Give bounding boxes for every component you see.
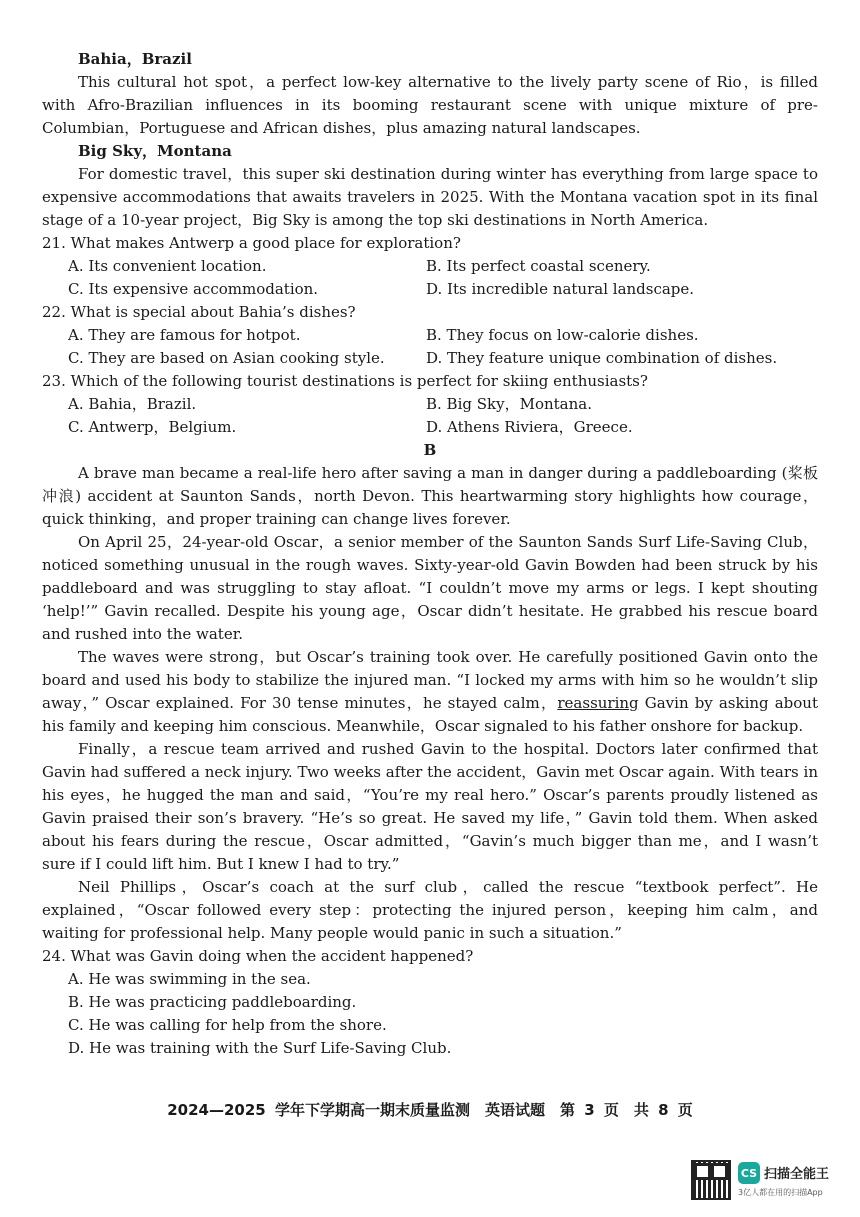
- option-24-c: C. He was calling for help from the shore.: [68, 1016, 387, 1034]
- scanner-app-name: 扫描全能王: [764, 1167, 830, 1182]
- question-21-stem: 21. What makes Antwerp a good place for exploration?: [42, 234, 461, 252]
- scanner-watermark: [691, 1160, 830, 1202]
- option-24-b: B. He was practicing paddleboarding.: [68, 993, 357, 1011]
- page-footer: 2024—2025 学年下学期高一期末质量监测 英语试题 第 3 页 共 8 页: [167, 1101, 693, 1119]
- bigsky-text: For domestic travel，this super ski destination during winter has everything from large space to expensive accommodations that awaits travelers in 2025. With the Montana vacation spot in its final stage of a 10-year project，Big Sky is among the top ski destinations in North America.: [42, 165, 818, 229]
- option-23-b: B. Big Sky，Montana.: [426, 395, 592, 413]
- section-b-label: B: [423, 441, 437, 459]
- option-22-b: B. They focus on low-calorie dishes.: [426, 326, 699, 344]
- paragraph-3-end: Gavin by asking about his family and keeping him conscious. Meanwhile，Oscar signaled to his father onshore for backup.: [42, 694, 818, 735]
- question-22-stem: 22. What is special about Bahia’s dishes?: [42, 303, 356, 321]
- passage-b-paragraph-4: Finally，a rescue team arrived and rushed Gavin to the hospital. Doctors later confirmed that Gavin had suffered a neck injury. Two weeks after the accident，Gavin met Oscar again. With tears in his eyes，he hugged the man and said，“You’re my real hero.” Oscar’s parents proudly listened as Gavin praised their son’s bravery. “He’s so great. He saved my life，” Gavin told them. When asked about his fears during the rescue，Oscar admitted，“Gavin’s much bigger than me，and I wasn’t sure if I could lift him. But I knew I had to try.”: [42, 740, 818, 873]
- option-21-d: D. Its incredible natural landscape.: [426, 280, 695, 298]
- option-21-b: B. Its perfect coastal scenery.: [426, 257, 651, 275]
- passage-b-paragraph-1: A brave man became a real-life hero after saving a man in danger during a paddleboarding (桨板冲浪) accident at Saunton Sands，north Devon. This heartwarming story highlights how courage，quick thinking，and proper training can change lives forever.: [42, 464, 818, 528]
- passage-b-paragraph-2: On April 25，24-year-old Oscar，a senior member of the Saunton Sands Surf Life-Saving Club，noticed something unusual in the rough waves. Sixty-year-old Gavin Bowden had been struck by his paddleboard and was struggling to stay afloat. “I couldn’t move my arms or legs. I kept shouting ‘help!’” Gavin recalled. Despite his young age，Oscar didn’t hesitate. He grabbed his rescue board and rushed into the water.: [42, 533, 818, 643]
- option-21-a: A. Its convenient location.: [68, 257, 267, 275]
- question-23-options: [42, 393, 818, 439]
- scanner-tagline: 3亿人都在用的扫描App: [738, 1188, 823, 1197]
- camscanner-logo-icon: CS: [738, 1162, 760, 1184]
- bahia-heading: Bahia，Brazil: [78, 50, 192, 68]
- underlined-word: reassuring: [557, 694, 639, 712]
- passage-b-paragraph-3: [42, 646, 818, 738]
- bahia-text: This cultural hot spot，a perfect low-key alternative to the lively party scene of Rio，is filled with Afro-Brazilian influences in its booming restaurant scene with unique mixture of pre-Columbian，Portuguese and African dishes，plus amazing natural landscapes.: [42, 73, 818, 137]
- question-23-stem: 23. Which of the following tourist destinations is perfect for skiing enthusiasts?: [42, 372, 648, 390]
- option-23-c: C. Antwerp，Belgium.: [68, 418, 237, 436]
- question-22-options: [42, 324, 818, 370]
- paragraph-3-start: The waves were strong，but Oscar’s training took over. He carefully positioned Gavin onto the board and used his body to stabilize the injured man. “I locked my arms with him so he wouldn’t slip away，” Oscar explained. For 30 tense minutes，he stayed calm，: [42, 648, 818, 712]
- question-24-options: [42, 968, 818, 1060]
- question-24-stem: 24. What was Gavin doing when the accident happened?: [42, 947, 474, 965]
- option-22-c: C. They are based on Asian cooking style.: [68, 349, 385, 367]
- option-22-d: D. They feature unique combination of dishes.: [426, 349, 778, 367]
- option-21-c: C. Its expensive accommodation.: [68, 280, 319, 298]
- question-21-options: [42, 255, 818, 301]
- option-24-a: A. He was swimming in the sea.: [68, 970, 311, 988]
- option-23-d: D. Athens Riviera，Greece.: [426, 418, 633, 436]
- option-22-a: A. They are famous for hotpot.: [68, 326, 301, 344]
- qr-code-icon: [691, 1160, 731, 1200]
- exam-page: [42, 48, 818, 1060]
- option-23-a: A. Bahia，Brazil.: [68, 395, 197, 413]
- bigsky-heading: Big Sky，Montana: [78, 142, 232, 160]
- passage-b-paragraph-5: Neil Phillips，Oscar’s coach at the surf club，called the rescue “textbook perfect”. He explained，“Oscar followed every step：protecting the injured person，keeping him calm，and waiting for professional help. Many people would panic in such a situation.”: [42, 878, 818, 942]
- option-24-d: D. He was training with the Surf Life-Saving Club.: [68, 1039, 452, 1057]
